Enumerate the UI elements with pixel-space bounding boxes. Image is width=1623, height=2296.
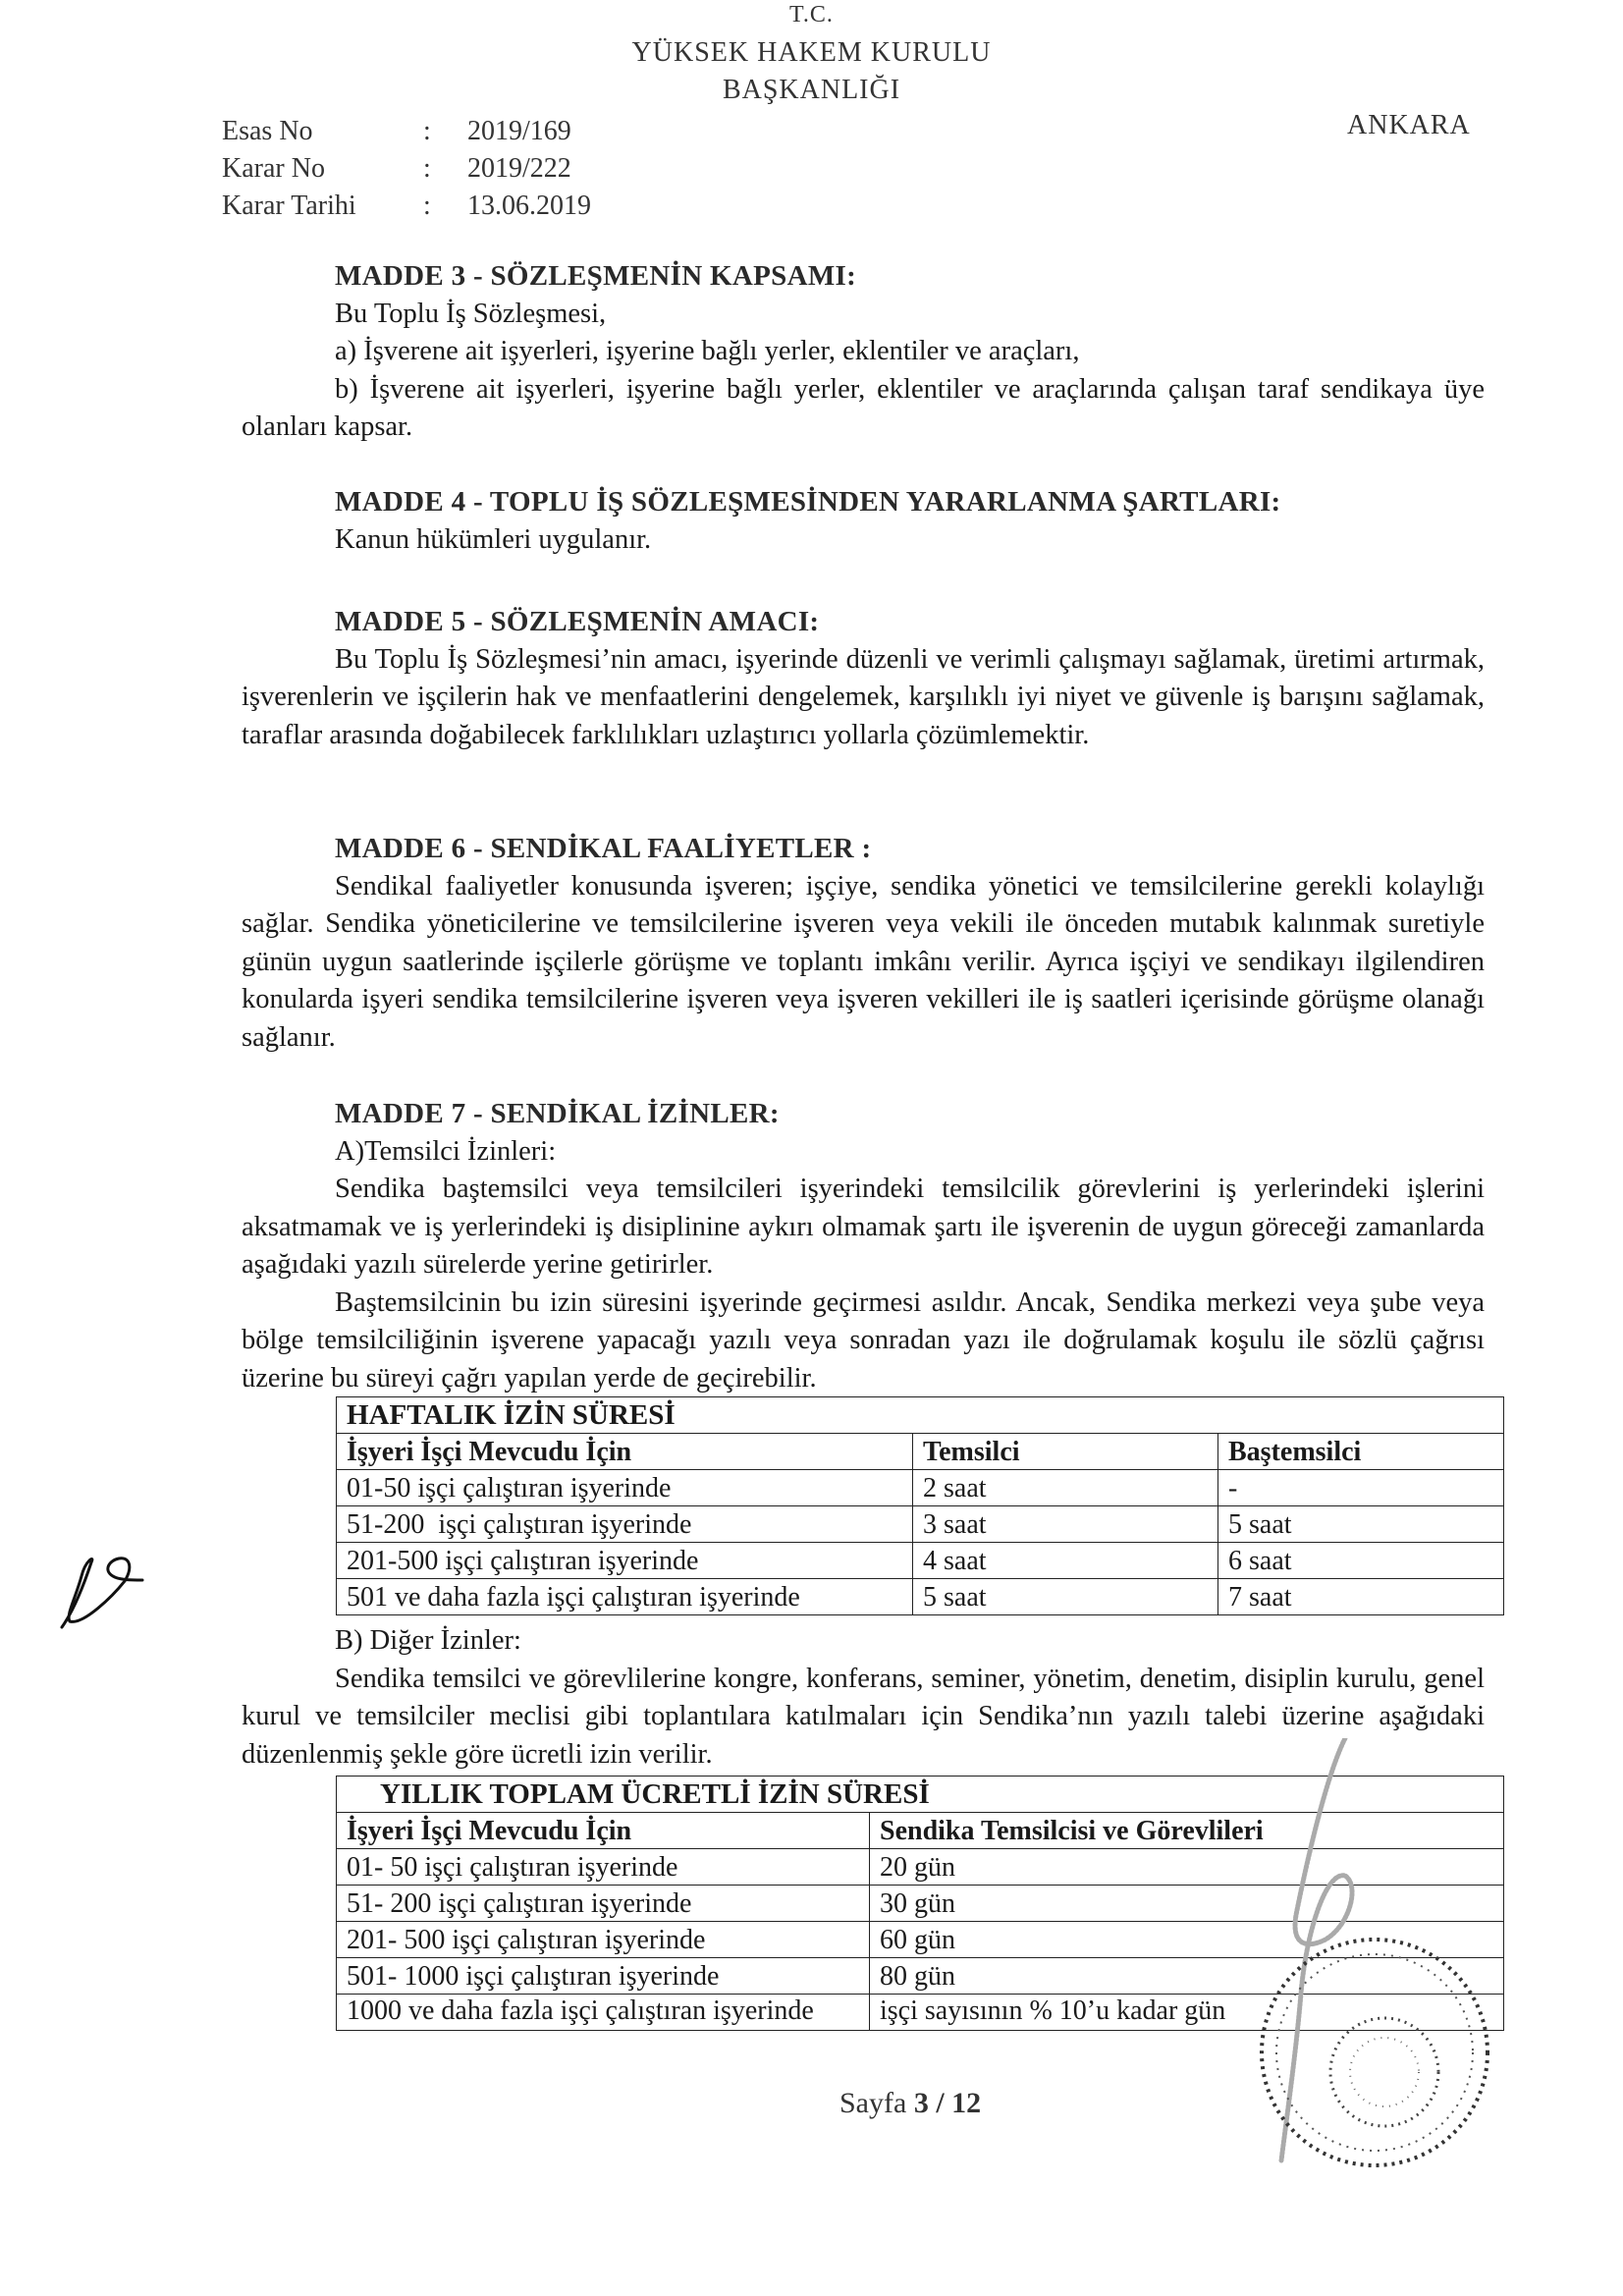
column-header: Sendika Temsilcisi ve Görevlileri xyxy=(870,1813,1504,1849)
page-total: 12 xyxy=(951,2087,982,2119)
article-6-title: MADDE 6 - SENDİKAL FAALİYETLER : xyxy=(335,833,872,864)
article-3 xyxy=(242,257,1485,447)
table-cell: 01- 50 işçi çalıştıran işyerinde xyxy=(337,1849,870,1886)
article-7 xyxy=(242,1095,1485,1397)
table-cell: 6 saat xyxy=(1218,1543,1504,1579)
city-label: ANKARA xyxy=(1347,110,1471,140)
table-cell: 501 ve daha fazla işçi çalıştıran işyerinde xyxy=(337,1579,913,1615)
institution-name: YÜKSEK HAKEM KURULU xyxy=(631,37,992,68)
page-separator: / xyxy=(936,2087,945,2119)
column-header: İşyeri İşçi Mevcudu İçin xyxy=(337,1434,913,1470)
table-cell: 201- 500 işçi çalıştıran işyerinde xyxy=(337,1922,870,1958)
page-current: 3 xyxy=(913,2087,929,2119)
weekly-leave-table xyxy=(336,1396,1504,1615)
table-cell: 4 saat xyxy=(913,1543,1218,1579)
meta-karar-tarihi xyxy=(222,191,591,222)
page-prefix: Sayfa xyxy=(839,2087,907,2119)
table-cell: 51-200 işçi çalıştıran işyerinde xyxy=(337,1506,913,1543)
table-cell: 60 gün xyxy=(870,1922,1504,1958)
table-cell: 7 saat xyxy=(1218,1579,1504,1615)
article-5-text: Bu Toplu İş Sözleşmesi’nin amacı, işyerinde düzenli ve verimli çalışmayı sağlamak, üretimi artırmak, işverenlerin ve işçilerin hak ve menfaatlerini dengelemek, karşılıklı iyi niyet ve güvenle iş barışını sağlamak, taraflar arasında doğabilecek farklılıkları uzlaştırıcı yollarla çözümlemektir. xyxy=(242,643,1485,750)
table-cell: 01-50 işçi çalıştıran işyerinde xyxy=(337,1470,913,1506)
table-cell: 201-500 işçi çalıştıran işyerinde xyxy=(337,1543,913,1579)
table-cell: 20 gün xyxy=(870,1849,1504,1886)
table-header-row xyxy=(337,1434,1504,1470)
table-title: HAFTALIK İZİN SÜRESİ xyxy=(337,1397,1504,1434)
meta-esas-no xyxy=(222,116,571,147)
article-5-title: MADDE 5 - SÖZLEŞMENİN AMACI: xyxy=(335,606,820,637)
article-7-sub-a: A)Temsilci İzinleri: xyxy=(335,1135,557,1167)
article-4-title: MADDE 4 - TOPLU İŞ SÖZLEŞMESİNDEN YARARLANMA ŞARTLARI: xyxy=(335,486,1281,518)
article-4-text: Kanun hükümleri uygulanır. xyxy=(335,523,652,555)
meta-colon: : xyxy=(423,116,431,146)
meta-colon: : xyxy=(423,153,431,184)
article-4 xyxy=(242,483,1485,559)
article-7-paragraph-2: Baştemsilcinin bu izin süresini işyerinde geçirmesi asıldır. Ancak, Sendika merkezi veya şube veya bölge temsilciliğinin işverene yapacağı yazılı veya sonradan yazı ile doğrulamak koşulu ile sözlü çağrısı üzerine bu süreyi çağrı yapılan yerde de geçirebilir. xyxy=(242,1286,1485,1394)
article-6 xyxy=(242,830,1485,1057)
table-cell: 80 gün xyxy=(870,1958,1504,1995)
department-name: BAŞKANLIĞI xyxy=(722,75,901,105)
header-tc: T.C. xyxy=(789,2,834,27)
article-7-paragraph-1: Sendika baştemsilci veya temsilcileri işyerindeki temsilcilik görevlerini iş yerlerindeki işlerini aksatmamak ve iş yerlerindeki iş disiplinine aykırı olmamak şartı ile işverenin de uygun göreceği zamanlarda aşağıdaki yazılı sürelerde yerine getirirler. xyxy=(242,1174,1485,1280)
meta-value: 2019/169 xyxy=(467,116,571,146)
table-cell: 501- 1000 işçi çalıştıran işyerinde xyxy=(337,1958,870,1995)
article-6-text: Sendikal faaliyetler konusunda işveren; işçiye, sendika yönetici ve temsilcilerine gerekli kolaylığı sağlar. Sendika yöneticilerine ve temsilcilerine işveren veya vekili ile önceden mutabık kalınmak suretiyle günün uygun saatlerinde işçilerle görüşme ve toplantı imkânı verilir. Ayrıca işçiyi ve sendikayı ilgilendiren konularda işyeri sendika temsilcilerine işveren veya işveren vekilleri ile iş saatleri içerisinde görüşme olanağı sağlanır. xyxy=(242,870,1485,1053)
column-header: Temsilci xyxy=(913,1434,1218,1470)
meta-value: 2019/222 xyxy=(467,153,571,184)
meta-label: Karar Tarihi xyxy=(222,191,356,221)
official-stamp-icon xyxy=(1237,1925,1532,2219)
article-3-item-a: a) İşverene ait işyerleri, işyerine bağlı yerler, eklentiler ve araçları, xyxy=(335,336,1080,366)
table-row xyxy=(337,1506,1504,1543)
table-title: YILLIK TOPLAM ÜCRETLİ İZİN SÜRESİ xyxy=(337,1777,1504,1813)
page-number xyxy=(839,2087,981,2120)
meta-value: 13.06.2019 xyxy=(467,191,591,221)
table-cell: işçi sayısının % 10’u kadar gün xyxy=(870,1995,1504,2031)
column-header: Baştemsilci xyxy=(1218,1434,1504,1470)
table-cell: 30 gün xyxy=(870,1886,1504,1922)
table-cell: 5 saat xyxy=(913,1579,1218,1615)
table-cell: - xyxy=(1218,1470,1504,1506)
meta-colon: : xyxy=(423,191,431,221)
meta-karar-no xyxy=(222,153,571,185)
article-5 xyxy=(242,603,1485,754)
article-3-item-b: b) İşverene ait işyerleri, işyerine bağlı yerler, eklentiler ve araçlarında çalışan taraf sendikaya üye olanları kapsar. xyxy=(242,373,1485,442)
table-row xyxy=(337,1579,1504,1615)
column-header: İşyeri İşçi Mevcudu İçin xyxy=(337,1813,870,1849)
table-row xyxy=(337,1470,1504,1506)
table-row xyxy=(337,1543,1504,1579)
article-3-intro: Bu Toplu İş Sözleşmesi, xyxy=(335,298,607,329)
meta-label: Karar No xyxy=(222,153,325,184)
table-cell: 3 saat xyxy=(913,1506,1218,1543)
handwritten-initial-icon xyxy=(54,1557,162,1645)
table-cell: 2 saat xyxy=(913,1470,1218,1506)
article-7-title: MADDE 7 - SENDİKAL İZİNLER: xyxy=(335,1098,780,1129)
article-7-paragraph-3: Sendika temsilci ve görevlilerine kongre, konferans, seminer, yönetim, denetim, disiplin kurulu, genel kurul ve temsilciler meclisi gibi toplantılara katılmaları için Sendika’nın yazılı talebi üzerine aşağıdaki düzenlenmiş şekle göre ücretli izin verilir. xyxy=(242,1663,1485,1770)
article-7-sub-b: B) Diğer İzinler: xyxy=(335,1625,521,1656)
table-cell: 1000 ve daha fazla işçi çalıştıran işyerinde xyxy=(337,1995,870,2031)
article-3-title: MADDE 3 - SÖZLEŞMENİN KAPSAMI: xyxy=(335,260,857,292)
table-title-row xyxy=(337,1397,1504,1434)
meta-label: Esas No xyxy=(222,116,313,146)
table-cell: 51- 200 işçi çalıştıran işyerinde xyxy=(337,1886,870,1922)
table-cell: 5 saat xyxy=(1218,1506,1504,1543)
